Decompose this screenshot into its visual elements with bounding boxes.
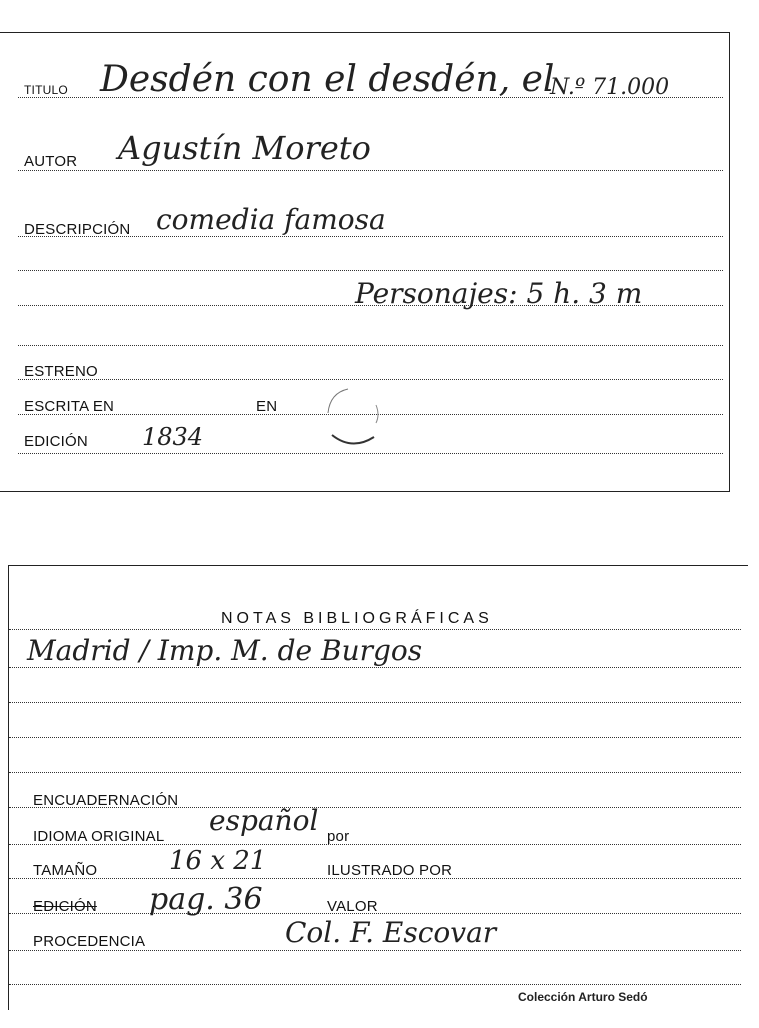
- punch-hole-mark: [318, 383, 388, 453]
- rule-autor: [18, 170, 723, 171]
- por-label: por: [327, 828, 350, 845]
- autor-label: AUTOR: [24, 153, 78, 170]
- autor-value: Agustín Moreto: [118, 129, 371, 167]
- notas-title: NOTAS BIBLIOGRÁFICAS: [221, 610, 493, 627]
- personajes-value: Personajes: 5 h. 3 m: [355, 277, 643, 310]
- escrita-label: ESCRITA EN: [24, 398, 115, 415]
- rule-edicion: [18, 453, 723, 454]
- procedencia-value: Col. F. Escovar: [285, 916, 497, 949]
- rule-notas-5: [9, 772, 741, 773]
- idioma-value: español: [209, 804, 319, 837]
- idioma-label: IDIOMA ORIGINAL: [33, 828, 165, 845]
- rule-procedencia: [9, 950, 741, 951]
- edicion-value: pag. 36: [149, 882, 263, 917]
- titulo-value: Desdén con el desdén, el: [100, 59, 555, 100]
- valor-label: VALOR: [327, 898, 378, 915]
- tamano-value: 16 x 21: [169, 846, 267, 876]
- collection-credit: Colección Arturo Sedó: [518, 990, 648, 1004]
- en-label: EN: [256, 398, 278, 415]
- numero-value: N.º 71.000: [550, 75, 670, 100]
- rule-blank-1: [18, 270, 723, 271]
- catalog-card-back: [8, 565, 748, 1010]
- encuadernacion-label: ENCUADERNACIÓN: [33, 792, 179, 809]
- ilustrado-label: ILUSTRADO POR: [327, 862, 453, 879]
- rule-blank-2: [18, 345, 723, 346]
- edicion-label: EDICIÓN: [33, 898, 97, 915]
- catalog-card-front: [0, 32, 730, 492]
- edicion-value: 1834: [142, 423, 204, 451]
- estreno-label: ESTRENO: [24, 363, 98, 380]
- descripcion-value: comedia famosa: [156, 203, 386, 236]
- edicion-label: EDICIÓN: [24, 433, 88, 450]
- titulo-label: TITULO: [24, 83, 68, 97]
- rule-estreno: [18, 379, 723, 380]
- procedencia-label: PROCEDENCIA: [33, 933, 146, 950]
- rule-notas-3: [9, 702, 741, 703]
- rule-notas-1: [9, 629, 741, 630]
- rule-notas-2: [9, 667, 741, 668]
- rule-notas-4: [9, 737, 741, 738]
- notas-value: Madrid / Imp. M. de Burgos: [27, 634, 423, 667]
- descripcion-label: DESCRIPCIÓN: [24, 221, 131, 238]
- rule-bottom: [9, 984, 741, 985]
- tamano-label: TAMAÑO: [33, 862, 98, 879]
